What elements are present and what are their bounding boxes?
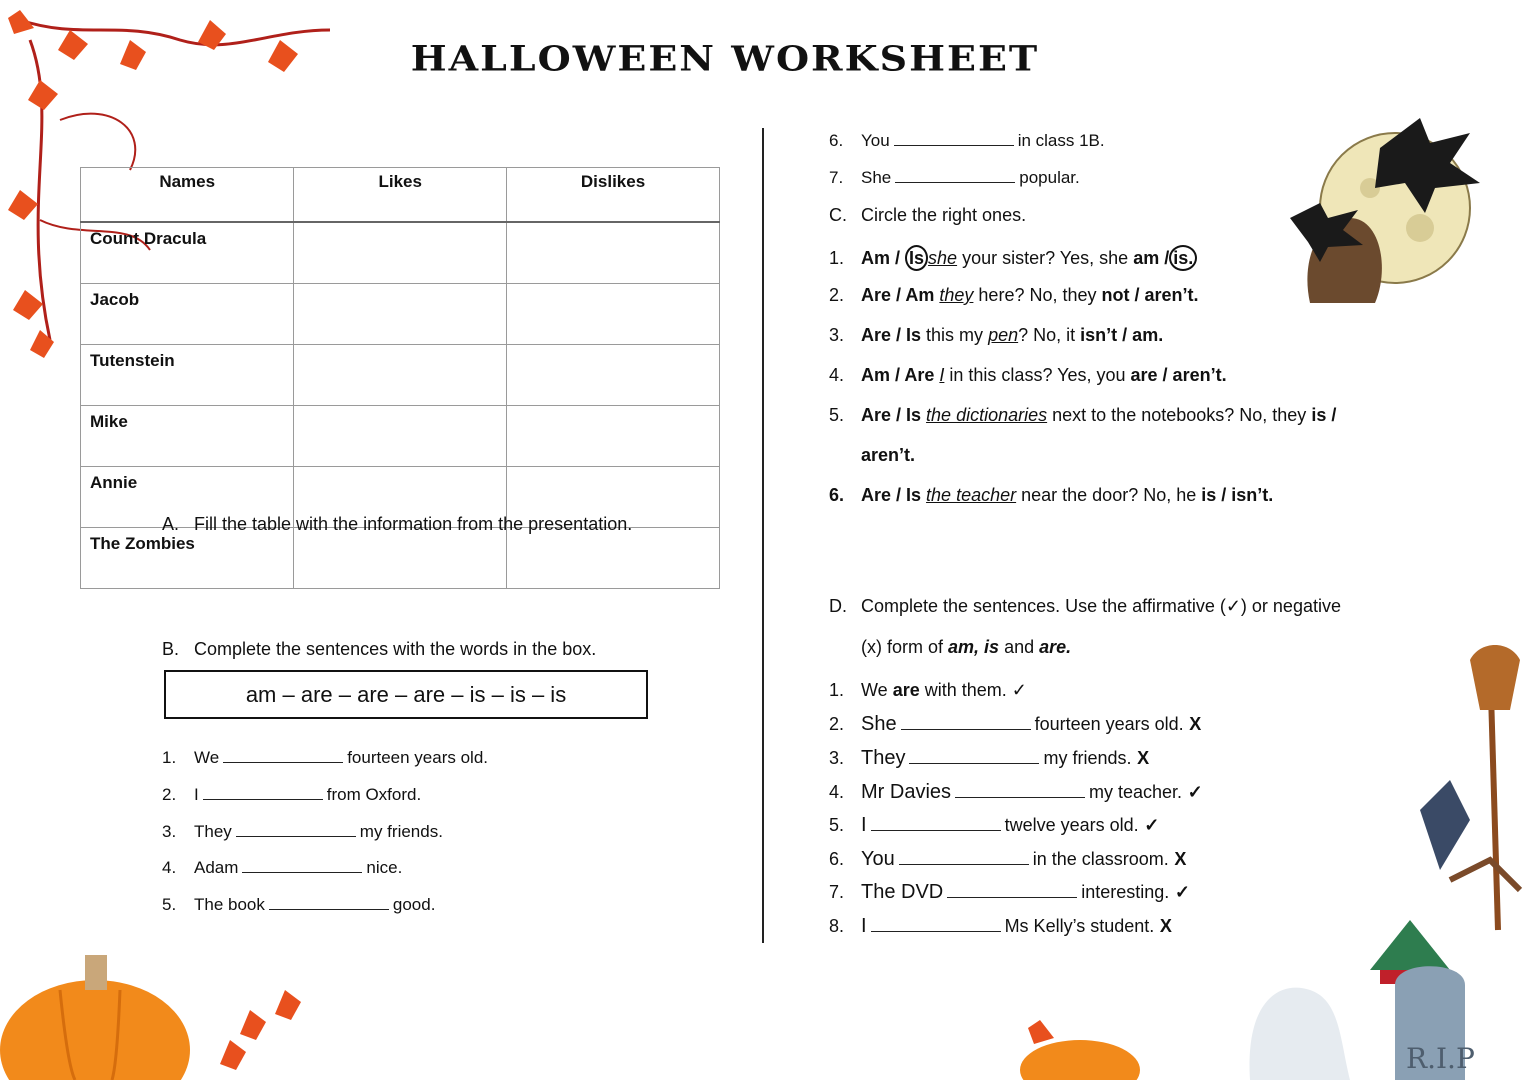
choice-option[interactable]: are / aren’t. — [1130, 365, 1227, 385]
answer-mark: X — [1174, 849, 1187, 869]
row-name: Count Dracula — [81, 222, 294, 284]
item-rest: Ms Kelly’s student. — [1004, 916, 1155, 936]
item-subject: I — [194, 785, 199, 804]
list-item — [829, 881, 1190, 904]
instruction-text: and — [1004, 637, 1035, 657]
list-item — [829, 781, 1203, 804]
section-b-letter: B. — [162, 639, 180, 659]
choice-option[interactable]: Am / Are — [861, 365, 935, 385]
row-name: Annie — [81, 467, 294, 528]
item-number: 1. — [162, 748, 177, 767]
section-a-instruction: Fill the table with the information from the presentation. — [194, 514, 633, 534]
item-subject: I — [939, 365, 945, 385]
answer-mark: X — [1159, 916, 1172, 936]
list-item — [829, 405, 1336, 426]
likes-cell[interactable] — [294, 284, 507, 345]
list-item — [829, 131, 1105, 151]
list-item — [829, 325, 1163, 346]
table-header-row — [81, 168, 720, 223]
word-box: am – are – are – are – is – is – is — [164, 670, 648, 719]
item-number: 6. — [829, 485, 845, 505]
choice-option[interactable]: am / — [1133, 248, 1170, 268]
item-subject: We — [861, 680, 888, 700]
item-number: 5. — [162, 895, 177, 914]
list-item — [829, 680, 1027, 701]
item-subject: the dictionaries — [926, 405, 1048, 425]
answer-mark: ✓ — [1144, 815, 1160, 835]
item-number: 8. — [829, 916, 845, 936]
section-d-instruction: Complete the sentences. Use the affirmative (✓) or negative — [861, 596, 1341, 616]
choice-option[interactable]: Are / Is — [861, 325, 922, 345]
item-subject: You — [861, 848, 895, 870]
item-number: 5. — [829, 815, 845, 835]
item-number: 4. — [829, 365, 845, 385]
item-rest: my teacher. — [1089, 782, 1183, 802]
item-number: 2. — [829, 714, 845, 734]
item-number: 2. — [829, 285, 845, 305]
choice-option[interactable]: Am / — [861, 248, 901, 268]
list-item — [162, 895, 435, 915]
list-item — [162, 748, 488, 768]
item-number: 6. — [829, 131, 844, 150]
answer-blank[interactable] — [223, 748, 343, 763]
list-item — [829, 915, 1172, 938]
choice-option[interactable]: Are / Is — [861, 485, 922, 505]
item-subject: They — [194, 822, 232, 841]
choice-option[interactable]: isn’t / am. — [1080, 325, 1164, 345]
table-row — [81, 528, 720, 589]
item-subject: We — [194, 748, 220, 767]
answer-blank[interactable] — [955, 783, 1085, 798]
answer-blank[interactable] — [236, 822, 356, 837]
circled-choice[interactable]: is. — [1169, 245, 1197, 271]
section-d-instruction-2 — [861, 637, 1071, 658]
likes-cell[interactable] — [294, 528, 507, 589]
item-subject: pen — [988, 325, 1019, 345]
row-name: Jacob — [81, 284, 294, 345]
item-rest: my friends. — [359, 822, 443, 841]
item-rest: from Oxford. — [326, 785, 422, 804]
dislikes-cell[interactable] — [507, 284, 720, 345]
choice-option[interactable]: is / — [1311, 405, 1337, 425]
item-rest: in class 1B. — [1017, 131, 1105, 150]
item-subject: I — [861, 915, 867, 937]
row-name: Tutenstein — [81, 345, 294, 406]
item-subject: She — [861, 713, 897, 735]
list-item — [829, 485, 1273, 506]
dislikes-cell[interactable] — [507, 528, 720, 589]
answer-blank[interactable] — [899, 850, 1029, 865]
choice-option[interactable]: Are / Am — [861, 285, 935, 305]
answer-blank[interactable] — [871, 917, 1001, 932]
section-d-letter: D. — [829, 596, 847, 616]
item-subject: You — [861, 131, 890, 150]
answer-mark: ✓ — [1187, 782, 1203, 802]
choice-option[interactable]: is / isn’t. — [1201, 485, 1274, 505]
item-rest: fourteen years old. — [1034, 714, 1184, 734]
section-b-instruction: Complete the sentences with the words in the box. — [194, 639, 597, 659]
likes-cell[interactable] — [294, 222, 507, 284]
list-item — [829, 365, 1227, 386]
item-rest: in the classroom. — [1032, 849, 1169, 869]
answer-blank[interactable] — [269, 895, 389, 910]
column-divider — [762, 128, 764, 943]
moon-bats-owl-illustration — [1280, 108, 1510, 308]
list-item — [162, 785, 421, 805]
section-c-instruction: Circle the right ones. — [861, 205, 1027, 225]
item-rest: interesting. — [1081, 882, 1170, 902]
list-item — [829, 848, 1186, 871]
list-item — [829, 713, 1201, 736]
item-rest: good. — [392, 895, 436, 914]
item-rest: popular. — [1019, 168, 1080, 187]
header-likes: Likes — [294, 168, 507, 223]
instruction-text: (x) form of — [861, 637, 944, 657]
item-rest: with them. ✓ — [924, 680, 1027, 700]
circled-choice[interactable]: Is — [905, 245, 928, 271]
answer-blank[interactable] — [947, 883, 1077, 898]
dislikes-cell[interactable] — [507, 406, 720, 467]
section-c-letter: C. — [829, 205, 847, 225]
answer-blank[interactable] — [895, 168, 1015, 183]
item-rest: your sister? Yes, she — [962, 248, 1129, 268]
item-rest: in this class? Yes, you — [949, 365, 1126, 385]
instruction-emphasis: am, is — [948, 637, 1000, 657]
answer-mark: ✓ — [1174, 882, 1190, 902]
header-dislikes: Dislikes — [507, 168, 720, 223]
answer-mark: X — [1189, 714, 1202, 734]
answer-blank[interactable] — [894, 131, 1014, 146]
worksheet-title: HALLOWEEN WORKSHEET — [410, 38, 1040, 79]
answer-blank[interactable] — [909, 749, 1039, 764]
item-number: 4. — [829, 782, 845, 802]
table-row — [81, 284, 720, 345]
item-subject: the teacher — [926, 485, 1017, 505]
item-subject: she — [928, 248, 958, 268]
choice-option[interactable]: not / aren’t. — [1101, 285, 1199, 305]
item-subject: The book — [194, 895, 265, 914]
item-rest: next to the notebooks? No, they — [1052, 405, 1307, 425]
answer-blank[interactable] — [871, 816, 1001, 831]
item-number: 7. — [829, 882, 845, 902]
item-subject: Adam — [194, 858, 239, 877]
item-rest: here? No, they — [978, 285, 1097, 305]
item-number: 3. — [829, 325, 845, 345]
answer-blank[interactable] — [901, 715, 1031, 730]
table-row — [81, 406, 720, 467]
list-item — [829, 285, 1199, 306]
row-name: The Zombies — [81, 528, 294, 589]
likes-cell[interactable] — [294, 406, 507, 467]
list-item — [162, 858, 402, 878]
item-number: 1. — [829, 248, 845, 268]
answer-blank[interactable] — [203, 785, 323, 800]
item-rest: fourteen years old. — [347, 748, 489, 767]
section-a-letter: A. — [162, 514, 180, 534]
table-row — [81, 345, 720, 406]
dislikes-cell[interactable] — [507, 222, 720, 284]
header-names: Names — [81, 168, 294, 223]
tombstone-text: R.I.P — [1406, 1042, 1475, 1075]
item-number: 4. — [162, 858, 177, 877]
table-row — [81, 222, 720, 284]
choice-option[interactable]: aren’t. — [861, 445, 916, 465]
list-item — [829, 168, 1080, 188]
item-number: 3. — [829, 748, 845, 768]
likes-cell[interactable] — [294, 345, 507, 406]
item-rest: ? No, it — [1018, 325, 1076, 345]
item-rest: my friends. — [1043, 748, 1132, 768]
answer-mark: X — [1137, 748, 1150, 768]
item-subject: Mr Davies — [861, 781, 952, 803]
item-number: 3. — [162, 822, 177, 841]
item-number: 5. — [829, 405, 845, 425]
choice-option[interactable]: Are / Is — [861, 405, 922, 425]
item-subject: The DVD — [861, 881, 944, 903]
row-name: Mike — [81, 406, 294, 467]
item-subject: She — [861, 168, 892, 187]
item-rest: nice. — [366, 858, 403, 877]
item-subject: I — [861, 814, 867, 836]
item-rest: twelve years old. — [1004, 815, 1139, 835]
list-item-continued — [861, 445, 915, 466]
list-item — [829, 245, 1197, 271]
dislikes-cell[interactable] — [507, 345, 720, 406]
list-item — [829, 747, 1149, 770]
instruction-emphasis: are. — [1039, 637, 1072, 657]
answer-blank[interactable] — [242, 858, 362, 873]
item-number: 6. — [829, 849, 845, 869]
item-subject: They — [861, 747, 906, 769]
pumpkin-illustration — [0, 950, 320, 1080]
item-number: 2. — [162, 785, 177, 804]
example-answer: are — [892, 680, 920, 700]
list-item — [162, 822, 443, 842]
list-item — [829, 814, 1159, 837]
item-rest: near the door? No, he — [1021, 485, 1197, 505]
item-rest: this my — [926, 325, 984, 345]
item-number: 7. — [829, 168, 844, 187]
item-subject: they — [939, 285, 974, 305]
item-number: 1. — [829, 680, 845, 700]
